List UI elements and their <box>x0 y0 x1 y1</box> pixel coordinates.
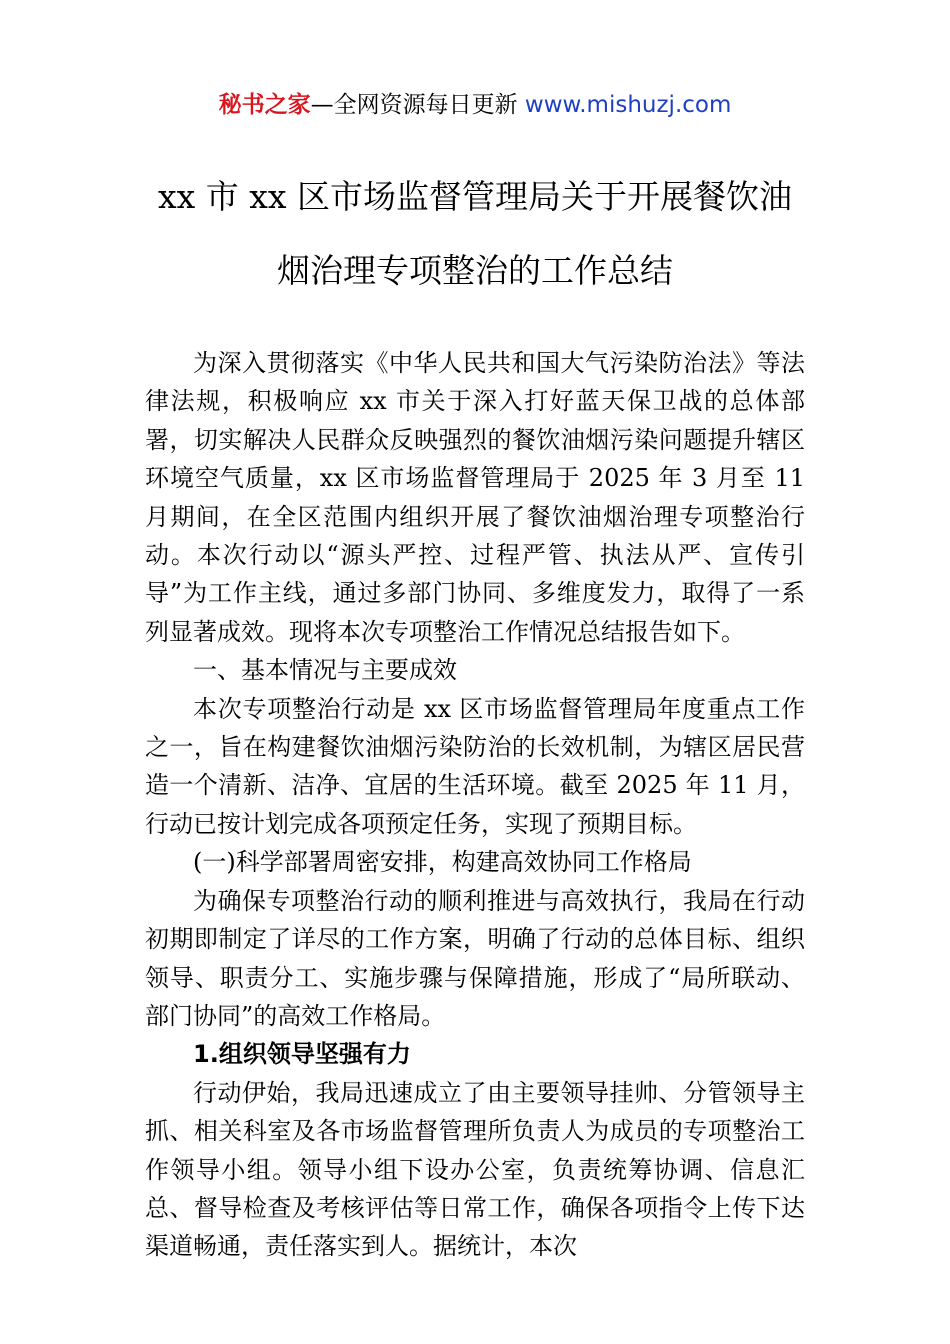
section-heading-1: 一、基本情况与主要成效 <box>193 656 457 685</box>
section-1-paragraph: 本次专项整治行动是 xx 区市场监督管理局年度重点工作之一，旨在构建餐饮油烟污染防治的长效机制，为辖区居民营造一个清新、洁净、宜居的生活环境。截至 2025 年 11 月，行动已按计划完成各项预定任务，实现了预期目标。 <box>145 694 805 838</box>
title-line-2: 烟治理专项整治的工作总结 <box>277 251 673 290</box>
document-title <box>70 160 880 308</box>
intro-paragraph: 为深入贯彻落实《中华人民共和国大气污染防治法》等法律法规，积极响应 xx 市关于深入打好蓝天保卫战的总体部署，切实解决人民群众反映强烈的餐饮油烟污染问题提升辖区环境空气质量，xx 区市场监督管理局于 2025 年 3 月至 11 月期间，在全区范围内组织开展了餐饮油烟治理专项整治行动。本次行动以“源头严控、过程严管、执法从严、宣传引导”为工作主线，通过多部门协同、多维度发力，取得了一系列显著成效。现将本次专项整治工作情况总结报告如下。 <box>145 349 805 646</box>
site-header <box>0 88 950 122</box>
title-line-1: xx 市 xx 区市场监督管理局关于开展餐饮油 <box>158 177 792 216</box>
subsection-heading-1: (一)科学部署周密安排，构建高效协同工作格局 <box>193 848 692 877</box>
item-heading-1: 1.组织领导坚强有力 <box>193 1040 411 1069</box>
site-url-link[interactable]: www.mishuzj.com <box>524 92 732 118</box>
site-brand: 秘书之家 <box>218 92 311 118</box>
item-1-paragraph: 行动伊始，我局迅速成立了由主要领导挂帅、分管领导主抓、相关科室及各市场监督管理所负责人为成员的专项整治工作领导小组。领导小组下设办公室，负责统筹协调、信息汇总、督导检查及考核评估等日常工作，确保各项指令上传下达渠道畅通，责任落实到人。据统计，本次 <box>145 1078 805 1261</box>
site-tagline: —全网资源每日更新 <box>310 92 525 118</box>
subsection-1-paragraph: 为确保专项整治行动的顺利推进与高效执行，我局在行动初期即制定了详尽的工作方案，明确了行动的总体目标、组织领导、职责分工、实施步骤与保障措施，形成了“局所联动、部门协同”的高效工作格局。 <box>145 886 805 1030</box>
document-body <box>145 344 805 1266</box>
